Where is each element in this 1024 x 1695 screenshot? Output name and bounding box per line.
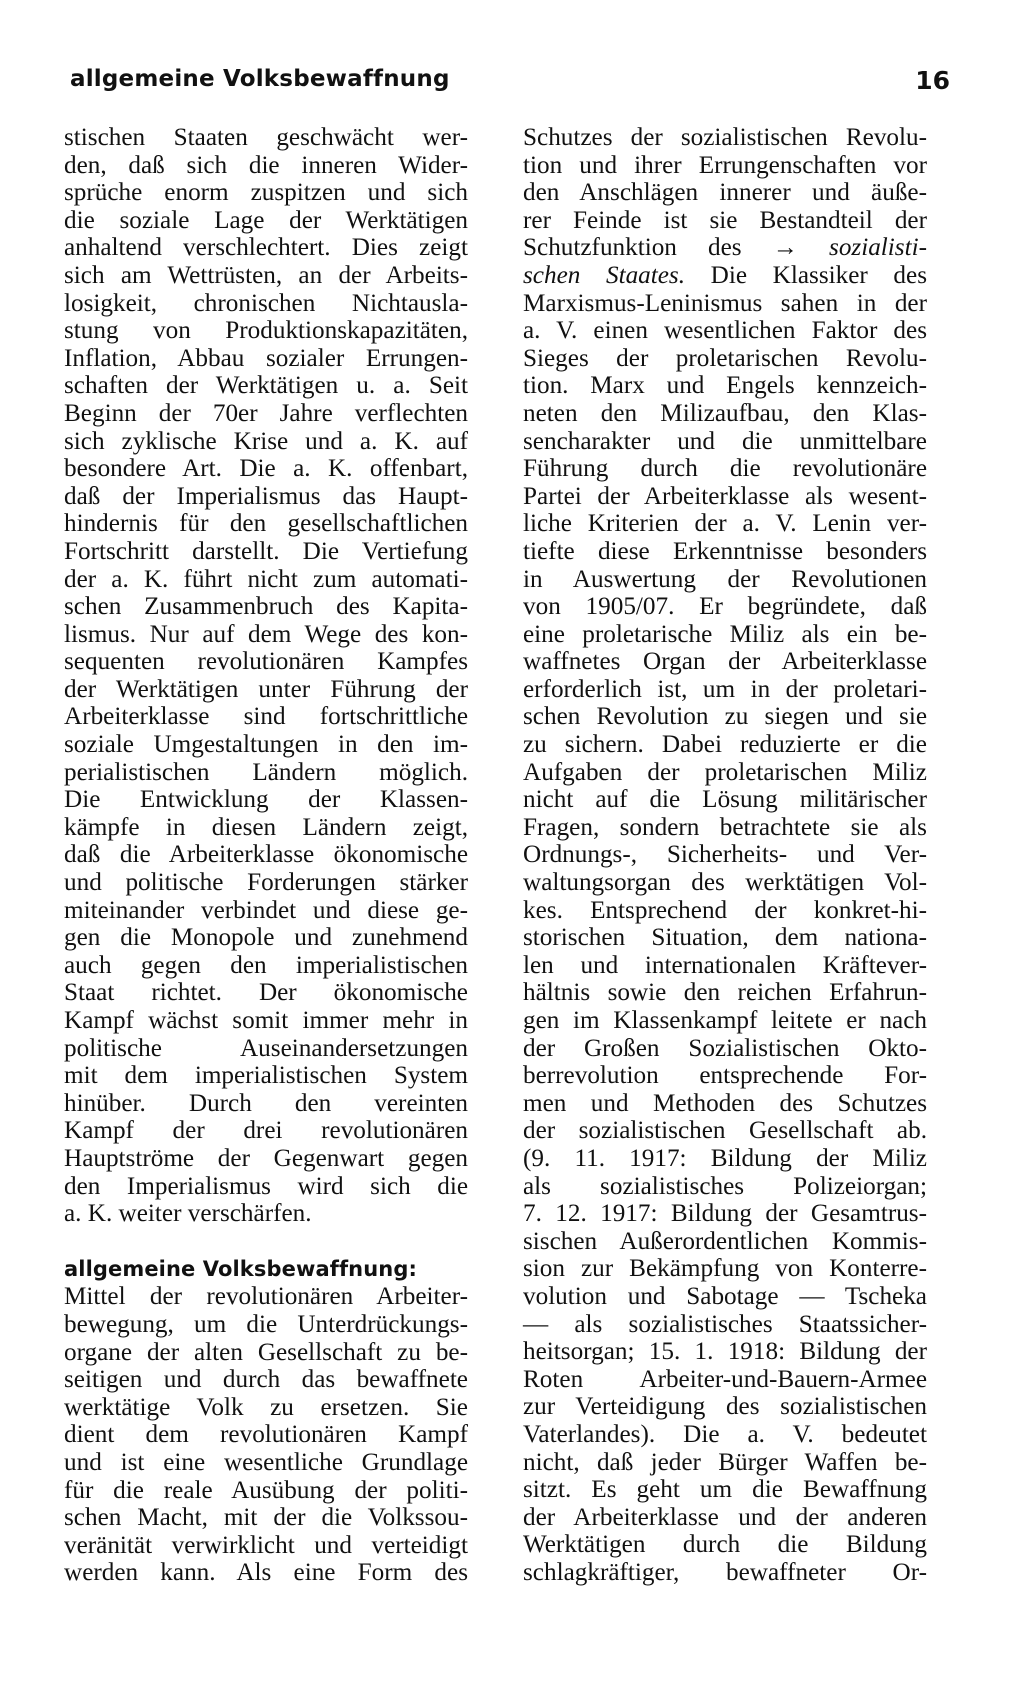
text-line: sich am Wettrüsten, an der Arbeits- (64, 261, 468, 289)
text-line: tion und ihrer Errungenschaften vor (523, 151, 927, 179)
text-line: den, daß sich die inneren Wider- (64, 151, 468, 179)
text-line: Kampf wächst somit immer mehr in (64, 1007, 468, 1034)
text-line: den Imperialismus wird sich die (64, 1172, 468, 1200)
text-line: nicht, daß jeder Bürger Waffen be- (523, 1448, 927, 1476)
text-line: mit dem imperialistischen System (64, 1062, 468, 1090)
text-line: besondere Art. Die a. K. offenbart, (64, 455, 468, 483)
text-line-ref (523, 234, 927, 262)
text-line: schen Zusammenbruch des Kapita- (64, 593, 468, 621)
text-line-ref-2 (523, 262, 927, 290)
text-line: zur Verteidigung des sozialistischen (523, 1393, 927, 1421)
text-line: sion zur Bekämpfung von Konterre- (523, 1255, 927, 1283)
text-line: Schutzes der sozialistischen Revolu- (523, 124, 927, 151)
text-line: Kampf der drei revolutionären (64, 1117, 468, 1145)
text-line: zu sichern. Dabei reduzierte er die (523, 731, 927, 759)
text-line: Partei der Arbeiterklasse als wesent- (523, 482, 927, 510)
text-line: volution und Sabotage — Tscheka (523, 1282, 927, 1310)
text-line: hindernis für den gesellschaftlichen (64, 510, 468, 538)
text-line: Führung durch die revolutionäre (523, 455, 927, 483)
text-line: dient dem revolutionären Kampf (64, 1421, 468, 1449)
text-line: waffnetes Organ der Arbeiterklasse (523, 648, 927, 676)
text-line: der Werktätigen unter Führung der (64, 675, 468, 703)
text-line: stung von Produktionskapazitäten, (64, 317, 468, 345)
text-line: a. K. weiter verschärfen. (64, 1200, 312, 1228)
text-line: — als sozialistisches Staatssicher- (523, 1310, 927, 1338)
entry-gap (64, 1228, 468, 1256)
text-line: Mittel der revolutionären Arbeiter- (64, 1283, 468, 1311)
right-paragraph-part-a (523, 124, 927, 234)
text-line: a. V. einen wesentlichen Faktor des (523, 317, 927, 345)
text-line: tiefte diese Erkenntnisse besonders (523, 537, 927, 565)
cross-reference-cont[interactable]: schen Staates. (523, 261, 686, 289)
text-line: erforderlich ist, um in der proletari- (523, 675, 927, 703)
text-line: storischen Situation, dem nationa- (523, 924, 927, 952)
right-column (523, 124, 927, 1586)
text-line: daß die Arbeiterklasse ökonomische (64, 841, 468, 869)
text-line: und politische Forderungen stärker (64, 869, 468, 897)
text-line: organe der alten Gesellschaft zu be- (64, 1338, 468, 1366)
text-line: schen Revolution zu siegen und sie (523, 703, 927, 731)
text-line: (9. 11. 1917: Bildung der Miliz (523, 1144, 927, 1172)
text-line: neten den Milizaufbau, den Klas- (523, 399, 927, 427)
right-paragraph-part-b (523, 290, 927, 1587)
text-line: von 1905/07. Er begründete, daß (523, 593, 927, 621)
text-line: hältnis sowie den reichen Erfahrun- (523, 979, 927, 1007)
text-line: schlagkräftiger, bewaffneter Or- (523, 1558, 927, 1586)
text-line: Sieges der proletarischen Revolu- (523, 344, 927, 372)
text-line: den Anschlägen innerer und äuße- (523, 179, 927, 207)
text-line: Arbeiterklasse sind fortschrittliche (64, 703, 468, 731)
text-line: sencharakter und die unmittelbare (523, 427, 927, 455)
text-line: der Großen Sozialistischen Okto- (523, 1034, 927, 1062)
text-line: tion. Marx und Engels kennzeich- (523, 372, 927, 400)
text-line: und ist eine wesentliche Grundlage (64, 1448, 468, 1476)
ref-prefix: Schutzfunktion des → (523, 234, 830, 262)
text-line: sitzt. Es geht um die Bewaffnung (523, 1476, 927, 1504)
text-line: Vaterlandes). Die a. V. bedeutet (523, 1420, 927, 1448)
text-line: Fragen, sondern betrachtete sie als (523, 813, 927, 841)
text-line: sich zyklische Krise und a. K. auf (64, 427, 468, 455)
running-head: allgemeine Volksbewaffnung (70, 66, 450, 92)
text-line: rer Feinde ist sie Bestandteil der (523, 206, 927, 234)
text-line: schaften der Werktätigen u. a. Seit (64, 372, 468, 400)
text-line: gen im Klassenkampf leitete er nach (523, 1007, 927, 1034)
text-line: Marxismus-Leninismus sahen in der (523, 289, 927, 317)
text-line: werden kann. Als eine Form des (64, 1559, 468, 1587)
text-line: Hauptströme der Gegenwart gegen (64, 1144, 468, 1172)
text-line: Beginn der 70er Jahre verflechten (64, 399, 468, 427)
text-line: Die Entwicklung der Klassen- (64, 786, 468, 814)
text-line: Aufgaben der proletarischen Miliz (523, 758, 927, 786)
text-line: der sozialistischen Gesellschaft ab. (523, 1117, 927, 1145)
text-line: daß der Imperialismus das Haupt- (64, 482, 468, 510)
text-line: der Arbeiterklasse und der anderen (523, 1503, 927, 1531)
text-line: waltungsorgan des werktätigen Vol- (523, 869, 927, 897)
text-line: der a. K. führt nicht zum automati- (64, 565, 468, 593)
text-line: nicht auf die Lösung militärischer (523, 786, 927, 814)
text-line: perialistischen Ländern möglich. (64, 758, 468, 786)
text-line: für die reale Ausübung der politi- (64, 1476, 468, 1504)
text-line: sprüche enorm zuspitzen und sich (64, 179, 468, 207)
text-line: seitigen und durch das bewaffnete (64, 1366, 468, 1394)
text-line: heitsorgan; 15. 1. 1918: Bildung der (523, 1338, 927, 1366)
text-line: sequenten revolutionären Kampfes (64, 648, 468, 676)
text-line: eine proletarische Miliz als ein be- (523, 620, 927, 648)
text-line: schen Macht, mit der die Volkssou- (64, 1504, 468, 1532)
text-line: berrevolution entsprechende For- (523, 1062, 927, 1090)
text-line: sischen Außerordentlichen Kommis- (523, 1227, 927, 1255)
entry-title: allgemeine Volksbewaffnung: (64, 1256, 417, 1281)
text-line: auch gegen den imperialistischen (64, 951, 468, 979)
text-line: soziale Umgestaltungen in den im- (64, 731, 468, 759)
text-line: stischen Staaten geschwächt wer- (64, 124, 468, 151)
text-line: bewegung, um die Unterdrückungs- (64, 1310, 468, 1338)
text-line: miteinander verbindet und diese ge- (64, 896, 468, 924)
text-line: als sozialistisches Polizeiorgan; (523, 1172, 927, 1200)
text-line: kes. Entsprechend der konkret-hi- (523, 896, 927, 924)
text-line: Fortschritt darstellt. Die Vertiefung (64, 537, 468, 565)
left-column (64, 124, 468, 1587)
entry-paragraph (64, 1283, 468, 1587)
text-line: werktätige Volk zu ersetzen. Sie (64, 1393, 468, 1421)
text-line: lismus. Nur auf dem Wege des kon- (64, 620, 468, 648)
page-number: 16 (915, 66, 950, 95)
text-line: in Auswertung der Revolutionen (523, 565, 927, 593)
cross-reference[interactable]: sozialisti- (829, 234, 927, 262)
text-line: Roten Arbeiter-und-Bauern-Armee (523, 1365, 927, 1393)
text-line: die soziale Lage der Werktätigen (64, 206, 468, 234)
page-header (70, 60, 950, 108)
text-line: Werktätigen durch die Bildung (523, 1531, 927, 1559)
text-line: Inflation, Abbau sozialer Errungen- (64, 344, 468, 372)
text-line: gen die Monopole und zunehmend (64, 924, 468, 952)
text-line: anhaltend verschlechtert. Dies zeigt (64, 234, 468, 262)
text-line: liche Kriterien der a. V. Lenin ver- (523, 510, 927, 538)
text-line: men und Methoden des Schutzes (523, 1089, 927, 1117)
text-line: losigkeit, chronischen Nichtausla- (64, 289, 468, 317)
text-line: politische Auseinandersetzungen (64, 1034, 468, 1062)
ref-suffix: Die Klassiker des (685, 261, 928, 289)
text-line: 7. 12. 1917: Bildung der Gesamtrus- (523, 1200, 927, 1228)
text-line: hinüber. Durch den vereinten (64, 1089, 468, 1117)
text-line: Staat richtet. Der ökonomische (64, 979, 468, 1007)
text-line: veränität verwirklicht und verteidigt (64, 1531, 468, 1559)
text-line: Ordnungs-, Sicherheits- und Ver- (523, 841, 927, 869)
continuation-paragraph (64, 124, 468, 1228)
text-line: len und internationalen Kräftever- (523, 951, 927, 979)
text-line: kämpfe in diesen Ländern zeigt, (64, 813, 468, 841)
